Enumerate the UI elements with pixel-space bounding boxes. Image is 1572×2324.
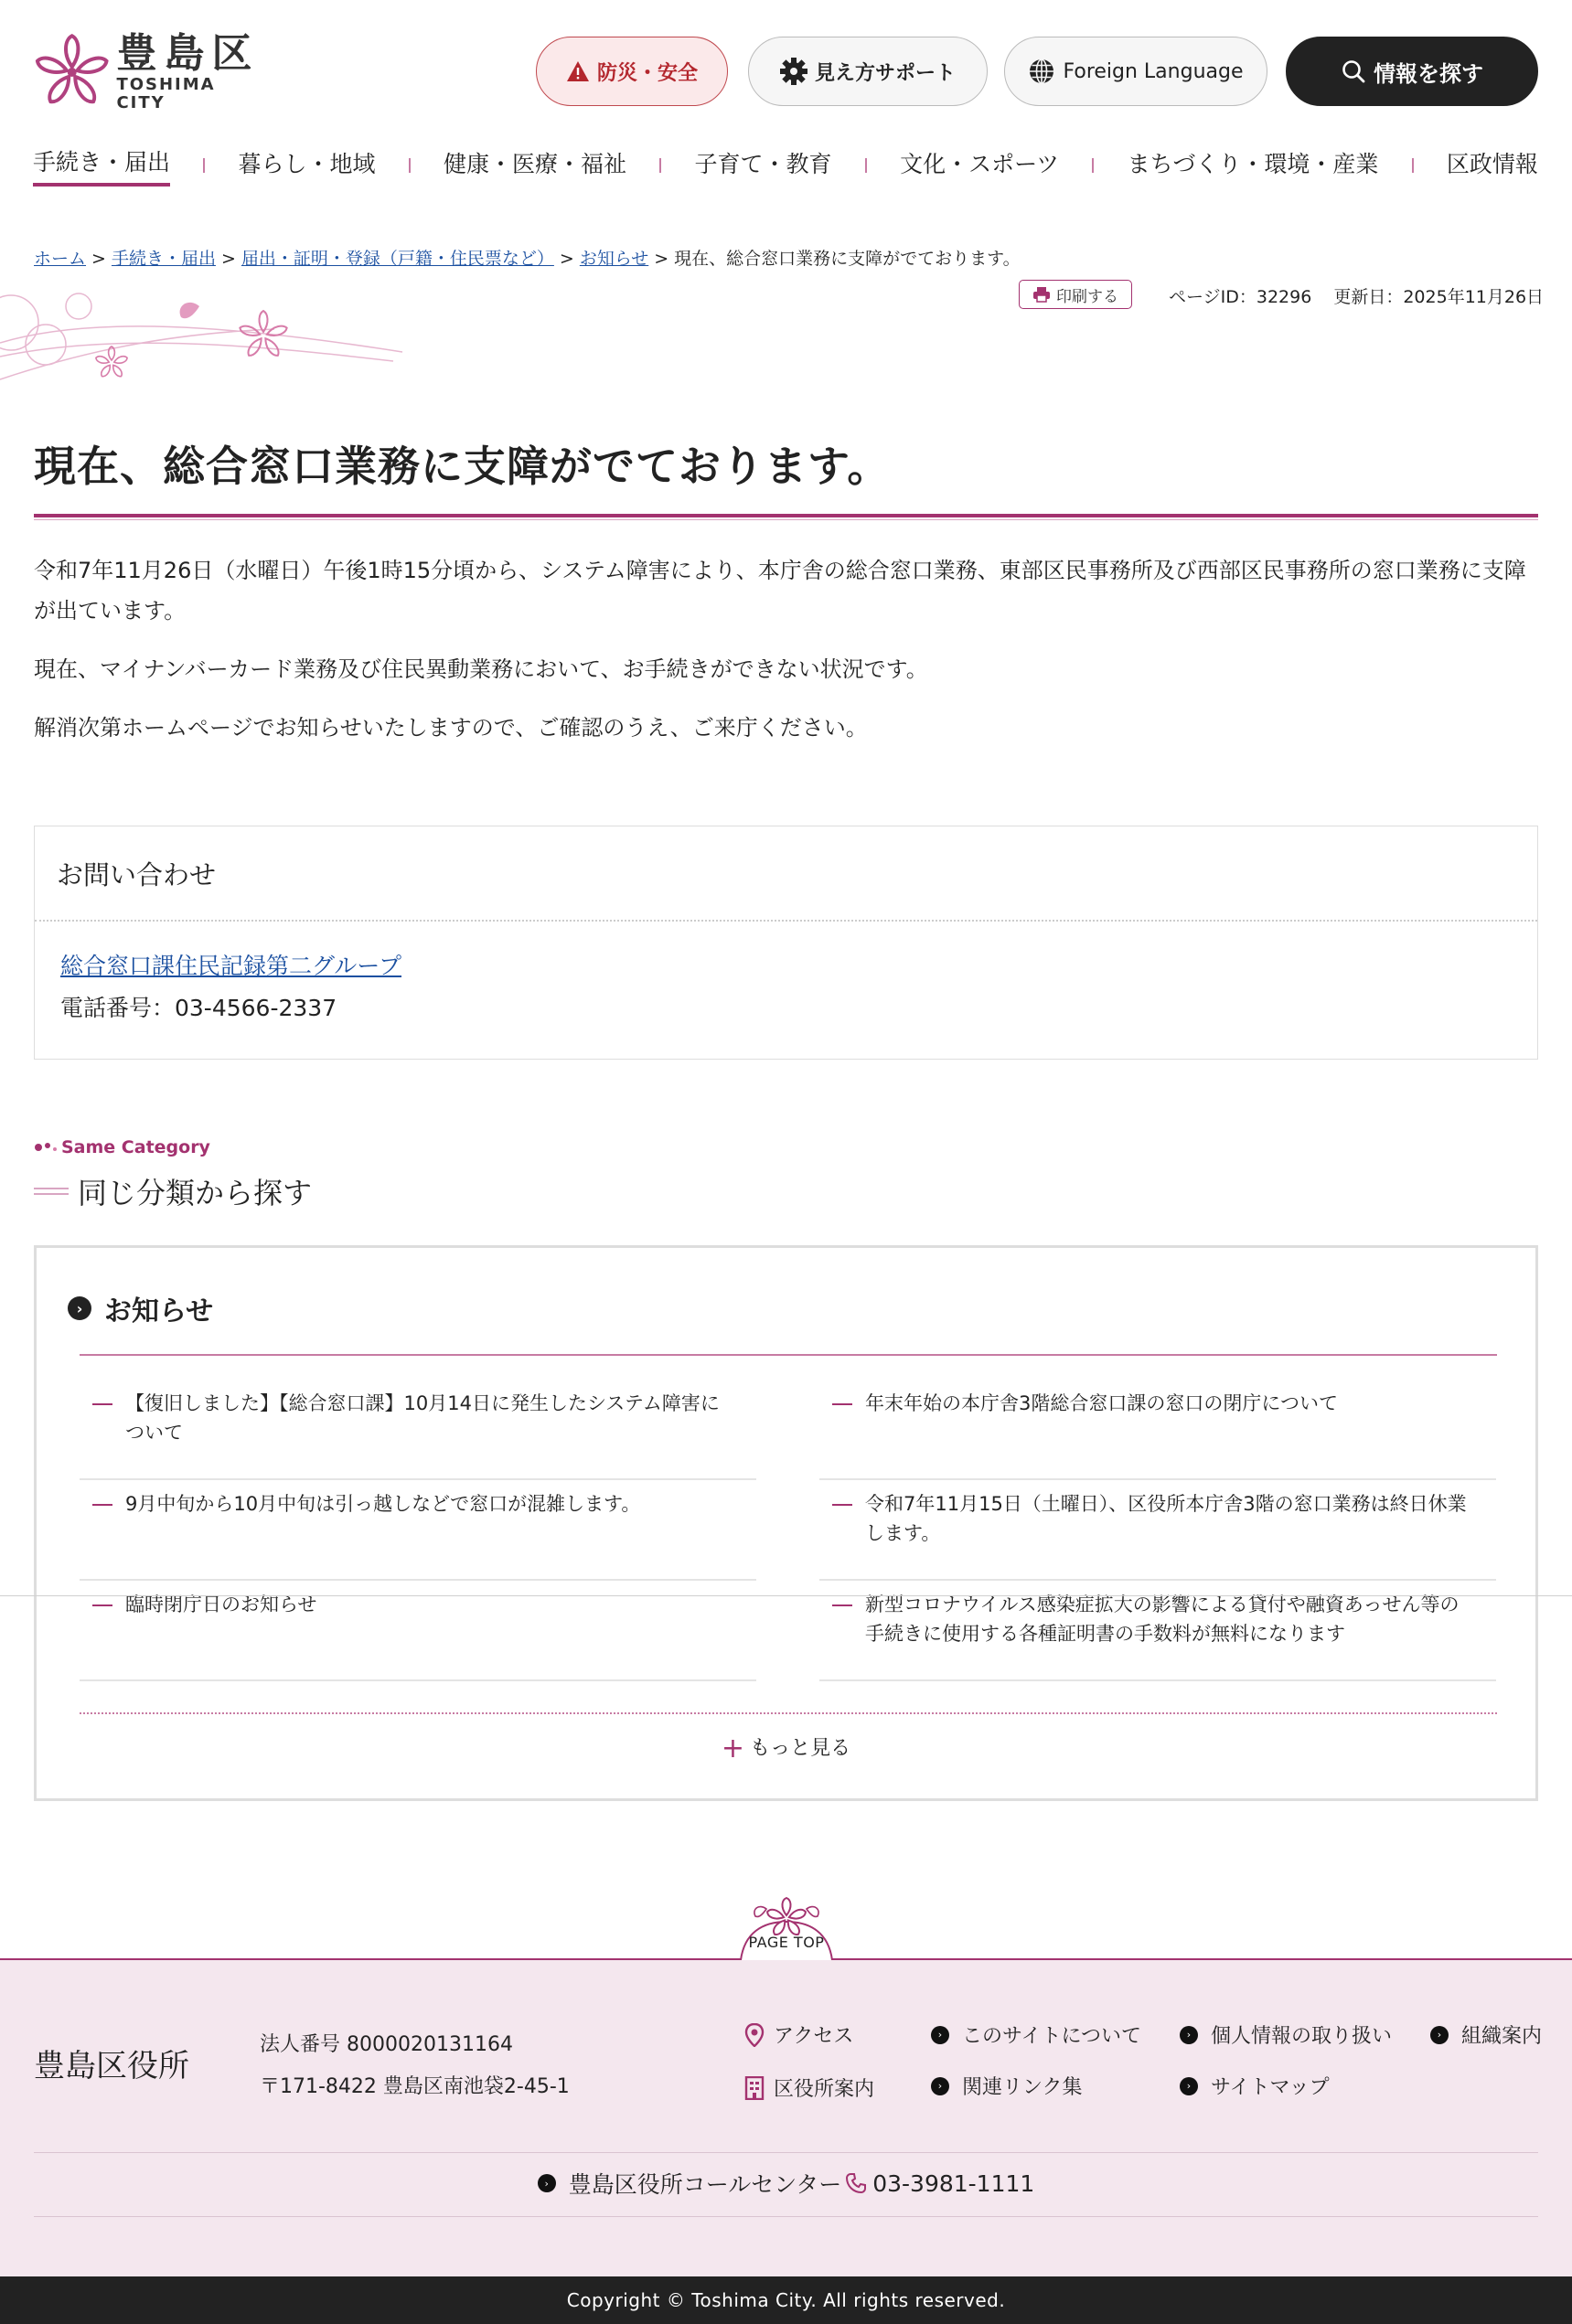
phone-icon <box>845 2172 867 2194</box>
more-divider <box>80 1712 1497 1714</box>
title-divider <box>34 514 1538 520</box>
site-footer <box>0 1958 1572 2276</box>
footer-divider <box>34 2216 1538 2217</box>
show-more-button[interactable]: + もっと見る <box>721 1732 851 1764</box>
page-id: ページID：32296 <box>1169 287 1312 307</box>
nav-separator <box>409 158 411 173</box>
nav-item-living[interactable]: 暮らし・地域 <box>238 151 376 177</box>
call-center-number: 03-3981-1111 <box>872 2169 1035 2197</box>
breadcrumb-separator: > <box>654 249 669 269</box>
footer-link-about[interactable]: › このサイトについて <box>931 2020 1141 2049</box>
chevron-right-icon: › <box>931 2026 949 2044</box>
logo-english: TOSHIMA CITY <box>116 75 216 112</box>
list-item[interactable]: 9月中旬から10月中旬は引っ越しなどで窓口が混雑します。 <box>80 1480 756 1581</box>
contact-department-link[interactable]: 総合窓口課住民記録第二グループ <box>60 953 402 979</box>
dash-icon <box>92 1604 112 1606</box>
dash-icon <box>92 1403 112 1405</box>
page-top-button[interactable]: PAGE TOP <box>748 1934 825 1951</box>
list-item[interactable]: 臨時閉庁日のお知らせ <box>80 1581 756 1681</box>
site-header <box>0 0 1572 137</box>
gear-icon <box>780 58 807 85</box>
contact-heading: お問い合わせ <box>35 826 1537 922</box>
page-title: 現在、総合窓口業務に支障がでております。 <box>34 442 891 491</box>
foreign-language-label: Foreign Language <box>1063 59 1244 83</box>
breadcrumb <box>34 245 1021 270</box>
nav-separator <box>1412 158 1414 173</box>
find-info-button[interactable] <box>1286 37 1538 106</box>
footer-office-name: 豊島区役所 <box>34 2048 189 2084</box>
nav-item-urban[interactable]: まちづくり・環境・産業 <box>1127 151 1379 177</box>
list-item[interactable]: 令和7年11月15日（土曜日）、区役所本庁舎3階の窓口業務は終日休業します。 <box>819 1480 1496 1581</box>
disaster-safety-label: 防災・安全 <box>596 61 698 85</box>
search-icon <box>1341 59 1366 84</box>
global-nav <box>33 144 1538 187</box>
footer-link-privacy[interactable]: › 個人情報の取り扱い <box>1180 2020 1392 2049</box>
dash-icon <box>832 1504 852 1506</box>
article-paragraph: 現在、マイナンバーカード業務及び住民異動業務において、お手続きができない状況です。 <box>34 656 928 682</box>
breadcrumb-separator: > <box>91 249 106 269</box>
chevron-right-icon: › <box>1430 2026 1449 2044</box>
plus-icon: + <box>721 1732 745 1764</box>
list-item[interactable]: 新型コロナウイルス感染症拡大の影響による貸付や融資あっせん等の手続きに使用する各種証明書の手数料が無料になります <box>819 1581 1496 1681</box>
globe-icon <box>1028 58 1055 85</box>
find-info-label: 情報を探す <box>1374 60 1483 87</box>
chevron-right-icon: › <box>931 2077 949 2095</box>
visibility-support-label: 見え方サポート <box>814 61 956 85</box>
site-logo[interactable] <box>33 30 271 112</box>
footer-link-organization[interactable]: › 組織案内 <box>1430 2020 1542 2049</box>
breadcrumb-home[interactable]: ホーム <box>34 249 87 269</box>
breadcrumb-separator: > <box>559 249 574 269</box>
chevron-right-icon: › <box>1180 2077 1198 2095</box>
breadcrumb-notices[interactable]: お知らせ <box>579 249 649 269</box>
copyright: Copyright © Toshima City. All rights reserved. <box>0 2276 1572 2324</box>
breadcrumb-procedures[interactable]: 手続き・届出 <box>111 249 216 269</box>
same-category-label: Same Category <box>34 1137 210 1157</box>
print-button[interactable] <box>1019 280 1132 309</box>
list-item[interactable]: 年末年始の本庁舎3階総合窓口課の窓口の閉庁について <box>819 1380 1496 1480</box>
breadcrumb-registration[interactable]: 届出・証明・登録（戸籍・住民票など） <box>241 249 554 269</box>
chevron-right-icon: › <box>1180 2026 1198 2044</box>
breadcrumb-separator: > <box>220 249 236 269</box>
heading-bar <box>34 1188 69 1195</box>
dash-icon <box>832 1403 852 1405</box>
footer-info <box>260 2024 570 2108</box>
footer-link-related[interactable]: › 関連リンク集 <box>931 2072 1083 2100</box>
map-pin-icon <box>744 2023 765 2047</box>
nav-separator <box>203 158 205 173</box>
visibility-support-button[interactable] <box>748 37 988 106</box>
nav-item-childcare[interactable]: 子育て・教育 <box>694 151 832 177</box>
foreign-language-button[interactable] <box>1004 37 1267 106</box>
footer-link-sitemap[interactable]: › サイトマップ <box>1180 2072 1330 2100</box>
printer-icon <box>1032 286 1051 303</box>
breadcrumb-current: 現在、総合窓口業務に支障がでております。 <box>674 249 1021 269</box>
chevron-right-icon: › <box>68 1296 91 1320</box>
contact-phone: 電話番号：03-4566-2337 <box>60 995 337 1021</box>
call-center-label: 豊島区役所コールセンター <box>568 2171 842 2198</box>
article-paragraph: 解消次第ホームページでお知らせいたしますので、ご確認のうえ、ご来庁ください。 <box>34 715 868 741</box>
category-box <box>34 1245 1538 1801</box>
updated-date: 更新日：2025年11月26日 <box>1333 287 1545 307</box>
call-center[interactable] <box>0 2167 1572 2200</box>
nav-separator <box>1092 158 1094 173</box>
disaster-safety-button[interactable] <box>536 37 728 106</box>
print-label: 印刷する <box>1056 287 1118 306</box>
dots-icon <box>34 1142 61 1153</box>
decorative-blossom-icon <box>0 279 412 416</box>
dash-icon <box>92 1504 112 1506</box>
cherry-blossom-logo-icon <box>33 33 111 112</box>
footer-divider <box>34 2152 1538 2153</box>
nav-item-health[interactable]: 健康・医療・福祉 <box>444 151 627 177</box>
footer-link-office-guide[interactable]: 区役所案内 <box>744 2073 874 2102</box>
chevron-right-icon: › <box>538 2174 556 2192</box>
warning-icon <box>566 60 590 82</box>
logo-japanese: 豊島区 <box>116 30 260 77</box>
nav-item-government[interactable]: 区政情報 <box>1446 151 1538 177</box>
horizontal-guide-line <box>0 1595 1572 1596</box>
address: 〒171-8422 豊島区南池袋2-45-1 <box>260 2075 570 2098</box>
category-box-title: › お知らせ <box>68 1288 213 1328</box>
nav-separator <box>865 158 867 173</box>
page-meta <box>1169 283 1544 308</box>
category-divider <box>80 1354 1497 1356</box>
corporate-number: 法人番号 8000020131164 <box>260 2033 513 2056</box>
list-item[interactable]: 【復旧しました】【総合窓口課】10月14日に発生したシステム障害について <box>80 1380 756 1480</box>
article-paragraph: 令和7年11月26日（水曜日）午後1時15分頃から、システム障害により、本庁舎の総合窓口業務、東部区民事務所及び西部区民事務所の窓口業務に支障が出ています。 <box>34 558 1526 624</box>
building-icon <box>744 2076 765 2100</box>
nav-separator <box>659 158 661 173</box>
nav-item-culture[interactable]: 文化・スポーツ <box>900 151 1060 177</box>
dash-icon <box>832 1604 852 1606</box>
nav-item-procedures[interactable]: 手続き・届出 <box>33 144 170 187</box>
footer-link-access[interactable]: アクセス <box>744 2020 853 2049</box>
contact-box <box>34 826 1538 1060</box>
same-category-heading: 同じ分類から探す <box>34 1170 312 1212</box>
